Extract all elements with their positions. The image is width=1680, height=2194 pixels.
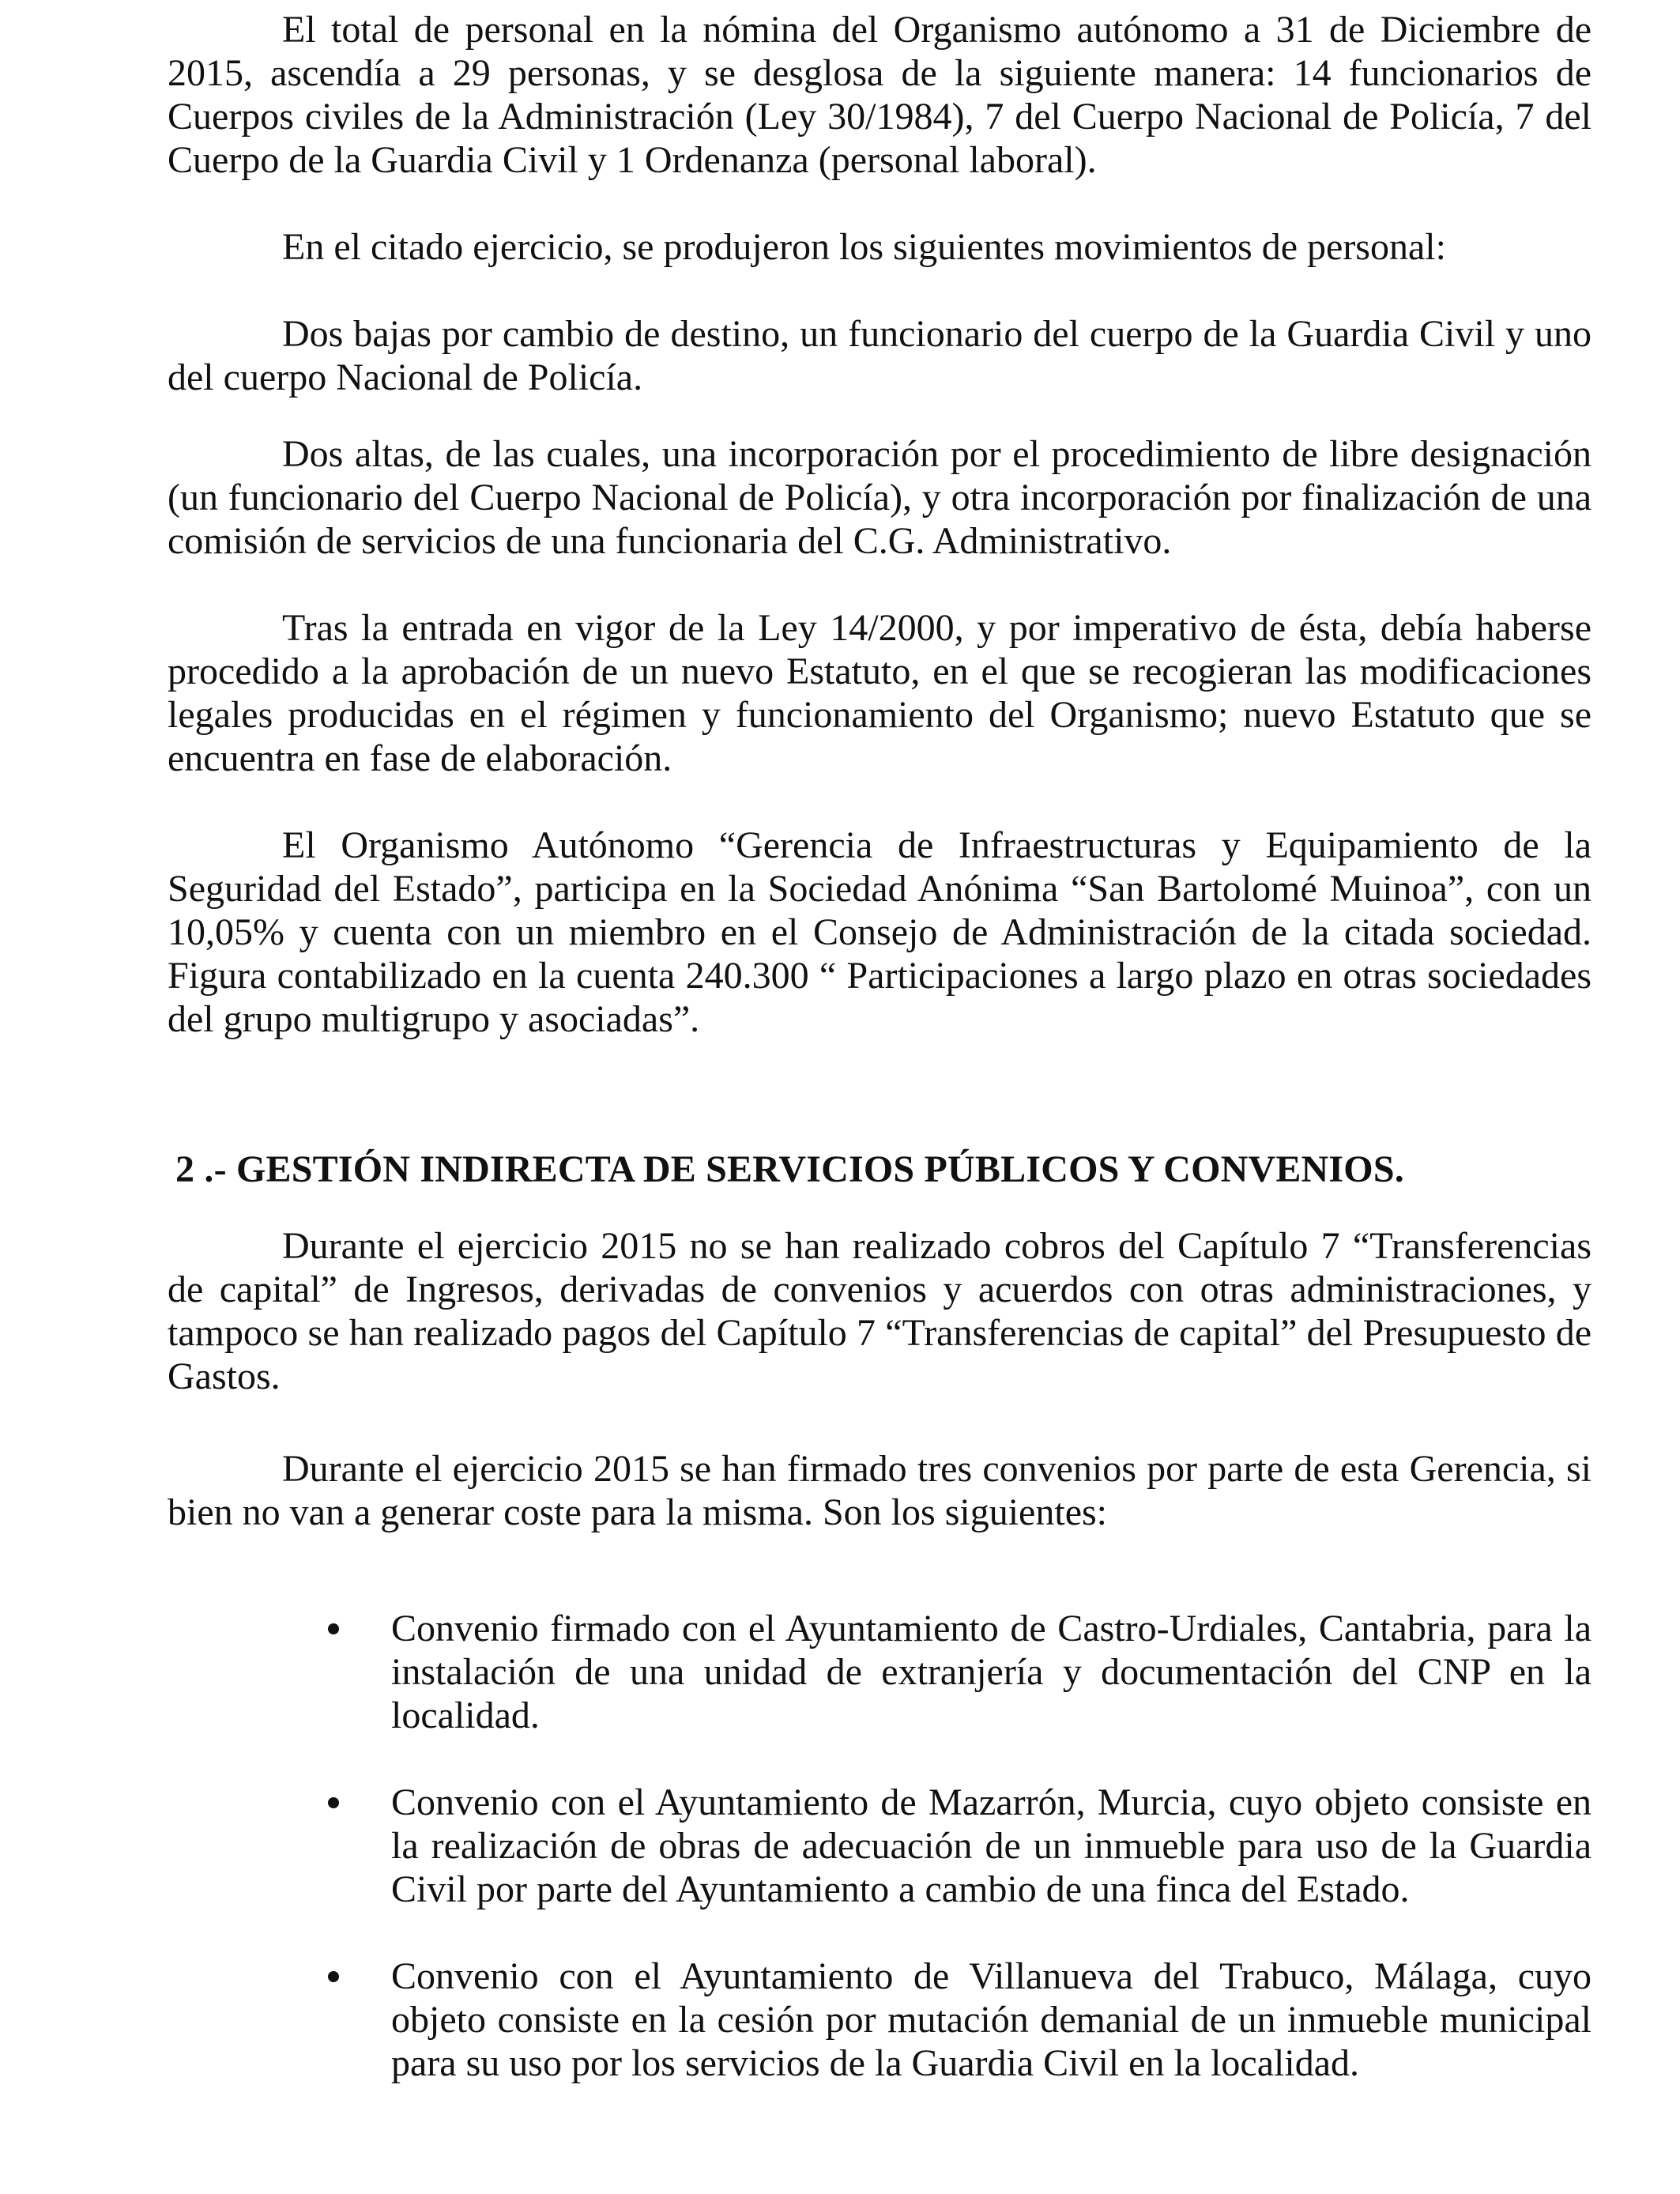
spacer	[168, 1041, 1591, 1148]
list-item	[391, 1781, 1591, 1911]
paragraph-capital-transfers: Durante el ejercicio 2015 no se han realizado cobros del Capítulo 7 “Transferencias de capital” de Ingresos, derivadas de convenios y acuerdos con otras administraciones, y tampoco se han realizado pagos del Capítulo 7 “Transferencias de capital” del Presupuesto de Gastos.	[168, 1225, 1591, 1397]
bullet-icon	[328, 1955, 342, 1998]
spacer	[168, 780, 1591, 824]
spacer	[168, 182, 1591, 225]
document-body	[168, 8, 1591, 2085]
agreements-list	[168, 1607, 1591, 2085]
section-heading: 2 .- GESTIÓN INDIRECTA DE SERVICIOS PÚBLICOS Y CONVENIOS.	[175, 1148, 1404, 1190]
list-item	[391, 1607, 1591, 1737]
bullet-icon	[328, 1781, 342, 1824]
spacer	[168, 269, 1591, 312]
paragraph-staff-arrivals: Dos altas, de las cuales, una incorporación por el procedimiento de libre designación (un funcionario del Cuerpo Nacional de Policía), y otra incorporación por finalización de una comisión de servicios de una funcionaria del C.G. Administrativo.	[168, 433, 1591, 562]
bullet-icon	[328, 1607, 342, 1650]
paragraph-shareholding: El Organismo Autónomo “Gerencia de Infraestructuras y Equipamiento de la Seguridad del Estado”, participa en la Sociedad Anónima “San Bartolomé Muinoa”, con un 10,05% y cuenta con un miembro en el Consejo de Administración de la citada sociedad. Figura contabilizado en la cuenta 240.300 “ Participaciones a largo plazo en otras sociedades del grupo multigrupo y asociadas”.	[168, 824, 1591, 1040]
spacer	[168, 1191, 1591, 1224]
spacer	[168, 1534, 1591, 1607]
spacer	[391, 1737, 1591, 1781]
spacer	[168, 563, 1591, 606]
list-item	[391, 1955, 1591, 2085]
paragraph-staff-movements-intro: En el citado ejercicio, se produjeron los siguientes movimientos de personal:	[282, 226, 1446, 268]
paragraph-statute: Tras la entrada en vigor de la Ley 14/2000, y por imperativo de ésta, debía haberse procedido a la aprobación de un nuevo Estatuto, en el que se recogieran las modificaciones legales producidas en el régimen y funcionamiento del Organismo; nuevo Estatuto que se encuentra en fase de elaboración.	[168, 607, 1591, 779]
spacer	[168, 1398, 1591, 1447]
spacer	[168, 399, 1591, 432]
list-item-text: Convenio firmado con el Ayuntamiento de Castro-Urdiales, Cantabria, para la instalación de una unidad de extranjería y documentación del CNP en la localidad.	[391, 1608, 1591, 1736]
list-item-text: Convenio con el Ayuntamiento de Mazarrón, Murcia, cuyo objeto consiste en la realización de obras de adecuación de un inmueble para uso de la Guardia Civil por parte del Ayuntamiento a cambio de una finca del Estado.	[391, 1781, 1591, 1910]
spacer	[391, 1911, 1591, 1955]
list-item-text: Convenio con el Ayuntamiento de Villanueva del Trabuco, Málaga, cuyo objeto consiste en la cesión por mutación demanial de un inmueble municipal para su uso por los servicios de la Guardia Civil en la localidad.	[391, 1955, 1591, 2084]
paragraph-staff-total: El total de personal en la nómina del Organismo autónomo a 31 de Diciembre de 2015, ascendía a 29 personas, y se desglosa de la siguiente manera: 14 funcionarios de Cuerpos civiles de la Administración (Ley 30/1984), 7 del Cuerpo Nacional de Policía, 7 del Cuerpo de la Guardia Civil y 1 Ordenanza (personal laboral).	[168, 9, 1591, 181]
paragraph-staff-departures: Dos bajas por cambio de destino, un funcionario del cuerpo de la Guardia Civil y uno del cuerpo Nacional de Policía.	[168, 313, 1591, 398]
paragraph-agreements-intro: Durante el ejercicio 2015 se han firmado tres convenios por parte de esta Gerencia, si bien no van a generar coste para la misma. Son los siguientes:	[168, 1448, 1591, 1533]
